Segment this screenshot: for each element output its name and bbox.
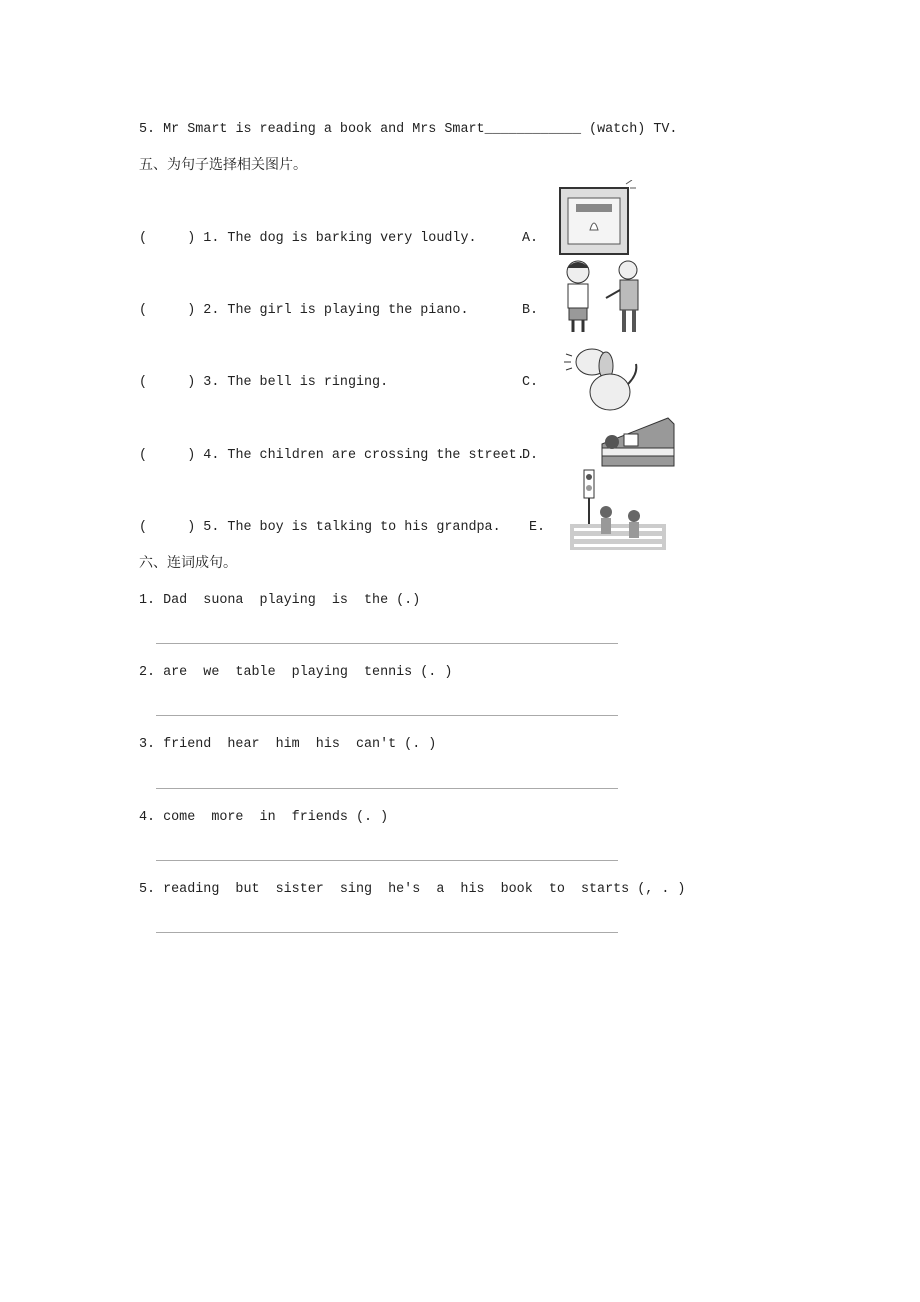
match-row	[139, 448, 525, 464]
answer-paren[interactable]: ( )	[139, 448, 196, 463]
option-label: A.	[522, 231, 539, 246]
bell-picture	[556, 180, 638, 258]
sentence: 4. The children are crossing the street.	[203, 448, 525, 463]
answer-paren[interactable]: ( )	[139, 231, 196, 246]
question-number: 5.	[139, 122, 156, 137]
piano-picture	[598, 414, 678, 470]
sentence: 2. The girl is playing the piano.	[203, 303, 469, 318]
word-order-question: 2. are we table playing tennis (. )	[139, 665, 453, 680]
answer-paren[interactable]: ( )	[139, 375, 196, 390]
dog-picture	[562, 340, 642, 414]
answer-line[interactable]	[156, 643, 618, 644]
section-5-title: 五、为句子选择相关图片。	[139, 157, 307, 173]
option-label: B.	[522, 303, 539, 318]
answer-blank[interactable]: ____________	[484, 122, 581, 137]
section-6-title: 六、连词成句。	[139, 555, 237, 571]
sentence: 1. The dog is barking very loudly.	[203, 231, 477, 246]
boy-grandpa-picture	[556, 256, 646, 336]
question-hint: (watch) TV.	[581, 122, 678, 137]
crossing-picture	[568, 468, 668, 552]
sentence: 3. The bell is ringing.	[203, 375, 389, 390]
question-text: Mr Smart is reading a book and Mrs Smart	[163, 122, 485, 137]
fill-blank-question	[139, 122, 677, 138]
option-label: C.	[522, 375, 539, 390]
word-order-question: 3. friend hear him his can't (. )	[139, 737, 437, 752]
sentence: 5. The boy is talking to his grandpa.	[203, 520, 501, 535]
answer-line[interactable]	[156, 715, 618, 716]
answer-line[interactable]	[156, 932, 618, 933]
answer-paren[interactable]: ( )	[139, 520, 196, 535]
match-row	[139, 303, 468, 319]
word-order-question: 1. Dad suona playing is the (.)	[139, 593, 421, 608]
match-row	[139, 231, 477, 247]
answer-paren[interactable]: ( )	[139, 303, 196, 318]
answer-line[interactable]	[156, 860, 618, 861]
option-label: E.	[529, 520, 546, 535]
match-row	[139, 520, 501, 536]
answer-line[interactable]	[156, 788, 618, 789]
option-label: D.	[522, 448, 539, 463]
word-order-question: 4. come more in friends (. )	[139, 810, 389, 825]
match-row	[139, 375, 388, 391]
word-order-question: 5. reading but sister sing he's a his book to starts (, . )	[139, 882, 686, 897]
